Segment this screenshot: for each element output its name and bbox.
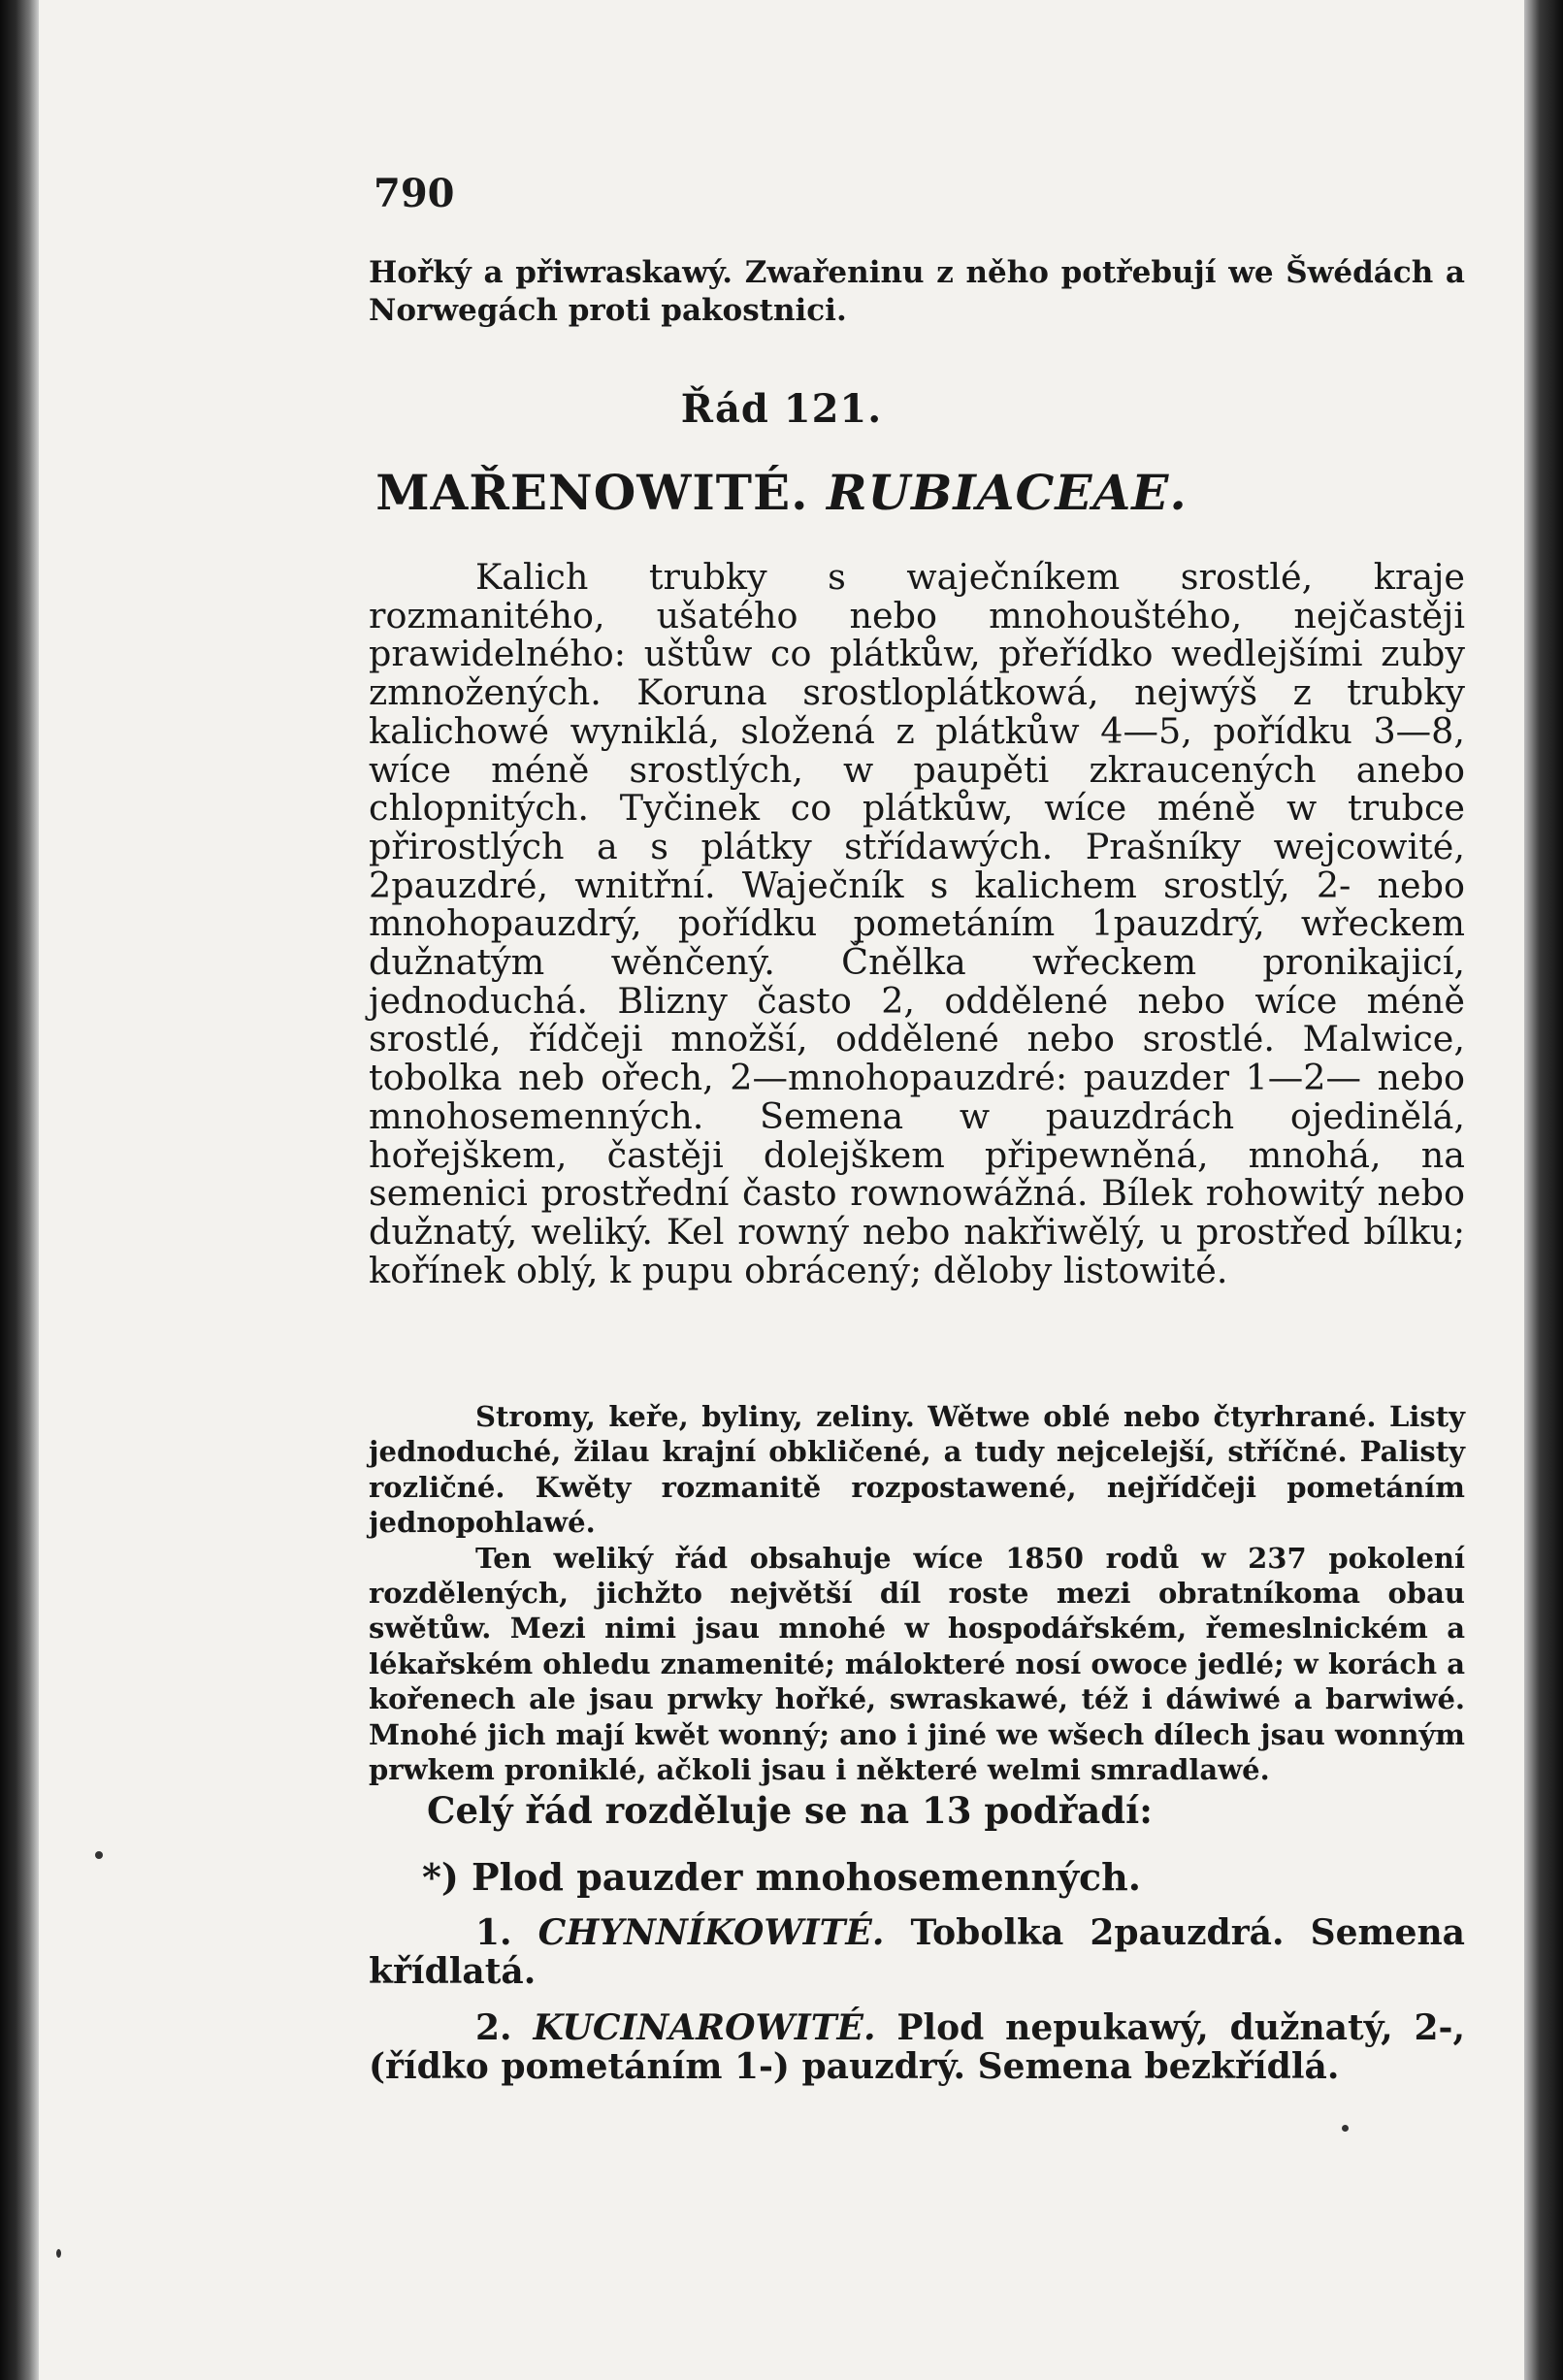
entry-text: Tobolka 2pauzdrá. Semena křídlatá. xyxy=(369,1912,1465,1992)
family-title xyxy=(39,464,1524,521)
entry-number: 2. xyxy=(475,2007,512,2048)
family-description xyxy=(369,558,1465,1289)
scan-edge-left xyxy=(0,0,39,2380)
entry-text: Plod nepukawý, dužnatý, 2-, (řídko pometáním 1-) pauzdrý. Semena bezkřídlá. xyxy=(369,2007,1465,2087)
habit-note: Stromy, keře, byliny, zeliny. Wětwe oblé nebo čtyrhrané. Listy jednoduché, žilau krajní obkličené, a tudy nejcelejší, stříčné. Palisty rozličné. Kwěty rozmanitě rozpostawené, nejřídčeji pometáním jednopohlawé. xyxy=(369,1400,1465,1540)
section-heading xyxy=(39,1855,1524,1899)
subfamily-entry xyxy=(369,2008,1465,2086)
scan-speck xyxy=(95,1851,103,1859)
page-number: 790 xyxy=(374,171,455,216)
family-name-latin: RUBIACEAE. xyxy=(826,464,1188,521)
book-page xyxy=(39,0,1524,2380)
entry-name: KUCINAROWITÉ. xyxy=(533,2007,876,2048)
extent-note: Ten weliký řád obsahuje wíce 1850 rodů w 237 pokolení rozdělených, jichžto největší díl roste mezi obratníkoma obau swětůw. Mezi nimi jsau mnohé w hospodářském, řemeslnickém a lékařském ohledu znamenité; málokteré nosí owoce jedlé; w korách a kořenech ale jsau prwky hořké, swraskawé, též i dáwiwé a barwiwé. Mnohé jich mají kwět wonný; ano i jiné we wšech dílech jsau wonným prwkem proniklé, ačkoli jsau i některé welmi smradlawé. xyxy=(369,1541,1465,1787)
intro-paragraph: Hořký a přiwraskawý. Zwařeninu z něho potřebují we Šwédách a Norwegách proti pakostnici. xyxy=(369,255,1465,328)
subfamily-entry xyxy=(369,1913,1465,1991)
family-notes xyxy=(369,1399,1465,1787)
scan-speck xyxy=(1342,2125,1349,2132)
family-name-czech: MAŘENOWITÉ. xyxy=(375,464,809,521)
entry-number: 1. xyxy=(475,1912,512,1953)
scan-speck xyxy=(56,2249,61,2258)
section-heading-text: *) Plod pauzder mnohosemenných. xyxy=(421,1855,1142,1899)
order-heading: Řád 121. xyxy=(680,386,883,432)
description-text: Kalich trubky s waječníkem srostlé, kraje rozmanitého, ušatého nebo mnohouštého, nejčastěji prawidelného: uštůw co plátkůw, přeřídko wedlejšími zuby zmnožených. Koruna srostloplátkowá, nejwýš z trubky kalichowé wyniklá, složená z plátkůw 4—5, pořídku 3—8, wíce méně srostlých, w paupěti zkraucených anebo chlopnitých. Tyčinek co plátkůw, wíce méně w trubce přirostlých a s plátky střídawých. Prašníky wejcowité, 2pauzdré, wnitřní. Waječník s kalichem srostlý, 2- nebo mnohopauzdrý, pořídku pometáním 1pauzdrý, wřeckem dužnatým wěnčený. Čnělka wřeckem pronikajicí, jednoduchá. Blizny často 2, oddělené nebo wíce méně srostlé, řídčeji množší, oddělené nebo srostlé. Malwice, tobolka neb ořech, 2—mnohopauzdré: pauzder 1—2— nebo mnohosemenných. Semena w pauzdrách ojedinělá, hořejškem, častěji dolejškem připewněná, mnohá, na semenici prostřední často rownowážná. Bílek rohowitý nebo dužnatý, weliký. Kel rowný nebo nakřiwělý, u prostřed bílku; kořínek oblý, k pupu obrácený; děloby listowité. xyxy=(369,556,1465,1291)
entry-name: CHYNNÍKOWITÉ. xyxy=(537,1912,885,1953)
subdivision-line: Celý řád rozděluje se na 13 podřadí: xyxy=(427,1789,1153,1832)
scan-edge-right xyxy=(1524,0,1563,2380)
